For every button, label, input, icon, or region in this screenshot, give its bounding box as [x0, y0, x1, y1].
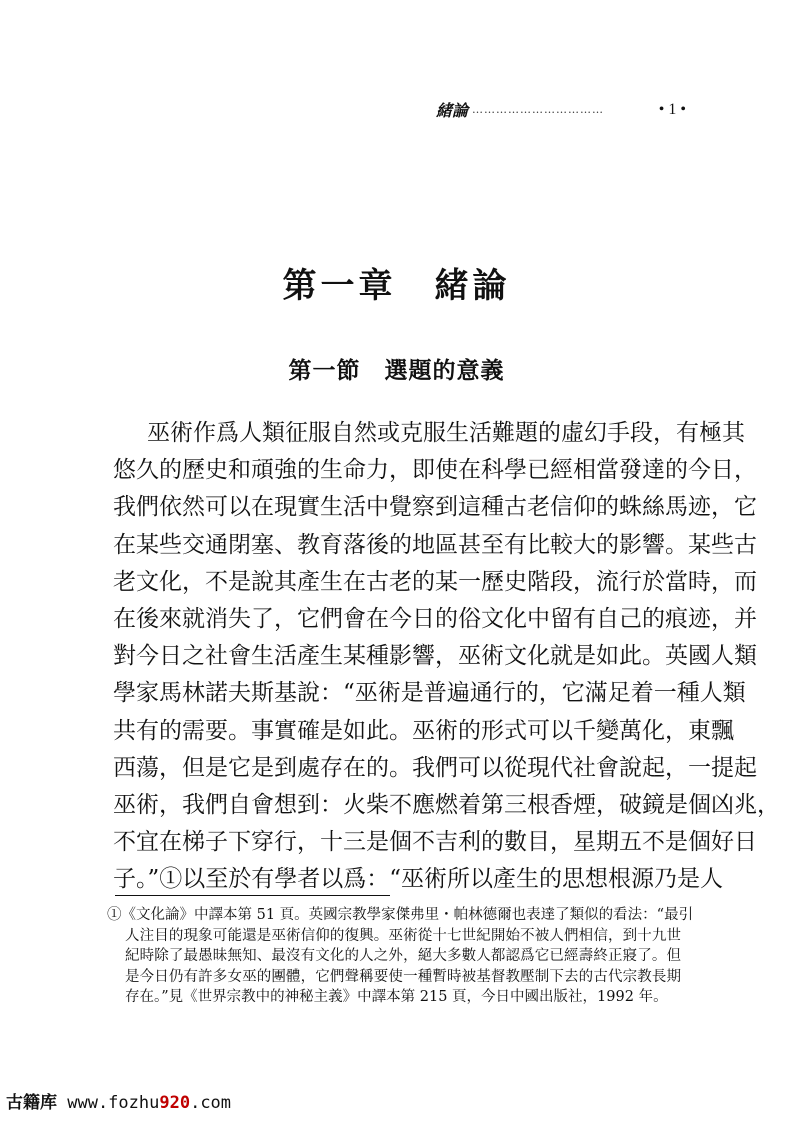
leader-dots: ……………………………: [472, 103, 605, 116]
watermark-url-number: 920: [159, 1093, 191, 1113]
body-line: 在後來就消失了，它們會在今日的俗文化中留有自己的痕迹，并: [113, 605, 757, 632]
running-header: [436, 98, 686, 121]
section-title: 第一節 選題的意義: [288, 357, 505, 384]
footnote-line: 是今日仍有許多女巫的團體，它們聲稱要使一種暫時被基督教壓制下去的古代宗教長期: [125, 968, 681, 985]
body-line: 共有的需要。事實確是如此。巫術的形式可以千變萬化，東飄: [113, 717, 734, 744]
body-line: 子。”①以至於有學者以爲：“巫術所以產生的思想根源乃是人: [113, 866, 724, 893]
watermark-url-prefix: www.fozhu: [57, 1093, 160, 1113]
watermark: [6, 1088, 231, 1113]
page-number: • 1 •: [658, 100, 686, 118]
body-line: 在某些交通閉塞、教育落後的地區甚至有比較大的影響。某些古: [113, 531, 757, 558]
chapter-title: 第一章 緒論: [282, 266, 511, 306]
watermark-name: 古籍库: [6, 1093, 57, 1113]
body-line: 老文化，不是說其產生在古老的某一歷史階段，流行於當時，而: [113, 568, 757, 595]
body-line: 我們依然可以在現實生活中覺察到這種古老信仰的蛛絲馬迹，它: [113, 494, 757, 521]
footnote-line: 人注目的現象可能還是巫術信仰的復興。巫術從十七世紀開始不被人們相信，到十九世: [125, 927, 681, 944]
body-line: 巫術作爲人類征服自然或克服生活難題的虛幻手段，有極其: [147, 420, 745, 446]
body-text: [113, 418, 780, 901]
watermark-url-suffix: .com: [190, 1093, 232, 1113]
body-line: 悠久的歷史和頑強的生命力，即使在科學已經相當發達的今日，: [113, 457, 757, 484]
body-line: 不宜在梯子下穿行，十三是個不吉利的數目，星期五不是個好日: [113, 829, 757, 856]
footnote: [107, 905, 694, 1008]
running-title: 緒論: [436, 101, 469, 120]
footnote-line: 紀時除了最愚昧無知、最沒有文化的人之外，絕大多數人都認爲它已經壽終正寢了。但: [125, 948, 681, 964]
body-line: 對今日之社會生活產生某種影響，巫術文化就是如此。英國人類: [113, 643, 757, 670]
body-line: 學家馬林諾夫斯基說：“巫術是普遍通行的，它滿足着一種人類: [113, 680, 746, 707]
body-line: 西蕩，但是它是到處存在的。我們可以從現代社會說起，一提起: [113, 754, 757, 781]
footnote-line: ①《文化論》中譯本第 51 頁。英國宗教學家傑弗里・帕林德爾也表達了類似的看法：“最引: [107, 907, 694, 923]
footnote-divider: [115, 895, 390, 896]
body-line: 巫術，我們自會想到：火柴不應燃着第三根香煙，破鏡是個凶兆，: [113, 791, 780, 818]
footnote-line: 存在。”見《世界宗教中的神秘主義》中譯本第 215 頁，今日中國出版社，1992 年。: [125, 989, 668, 1005]
